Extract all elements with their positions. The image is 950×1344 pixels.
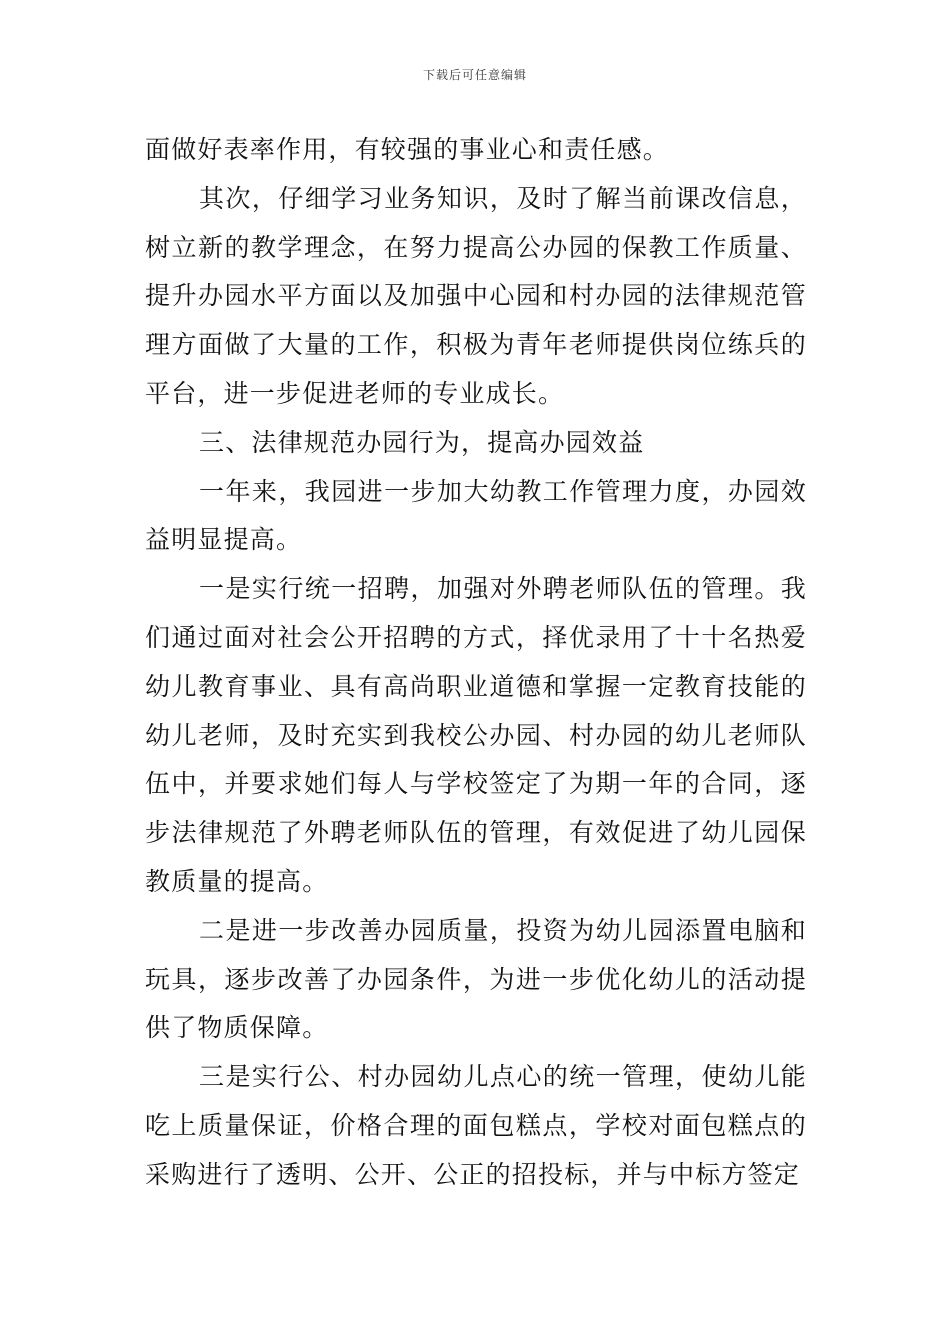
paragraph-continuation: 面做好表率作用，有较强的事业心和责任感。 bbox=[145, 135, 670, 164]
paragraph-secondly: 其次，仔细学习业务知识，及时了解当前课改信息，树立新的教学理念，在努力提高公办园的保教工作质量、提升办园水平方面以及加强中心园和村办园的法律规范管理方面做了大量的工作，积极为青年老师提供岗位练兵的平台，进一步促进老师的专业成长。 bbox=[145, 183, 807, 408]
paragraph-year-summary: 一年来，我园进一步加大幼教工作管理力度，办园效益明显提高。 bbox=[145, 476, 807, 555]
paragraph-point-one: 一是实行统一招聘，加强对外聘老师队伍的管理。我们通过面对社会公开招聘的方式，择优录用了十十名热爱幼儿教育事业、具有高尚职业道德和掌握一定教育技能的幼儿老师，及时充实到我校公办园、村办园的幼儿老师队伍中，并要求她们每人与学校签定了为期一年的合同，逐步法律规范了外聘老师队伍的管理，有效促进了幼儿园保教质量的提高。 bbox=[145, 574, 807, 896]
section-heading: 三、法律规范办园行为，提高办园效益 bbox=[199, 427, 645, 457]
paragraph-point-two: 二是进一步改善办园质量，投资为幼儿园添置电脑和玩具，逐步改善了办园条件，为进一步优化幼儿的活动提供了物质保障。 bbox=[145, 915, 807, 1043]
header-note: 下载后可任意编辑 bbox=[422, 68, 527, 82]
paragraph-point-three: 三是实行公、村办园幼儿点心的统一管理，使幼儿能吃上质量保证，价格合理的面包糕点，学校对面包糕点的采购进行了透明、公开、公正的招投标，并与中标方签定 bbox=[145, 1062, 807, 1189]
document-body bbox=[145, 126, 807, 1200]
